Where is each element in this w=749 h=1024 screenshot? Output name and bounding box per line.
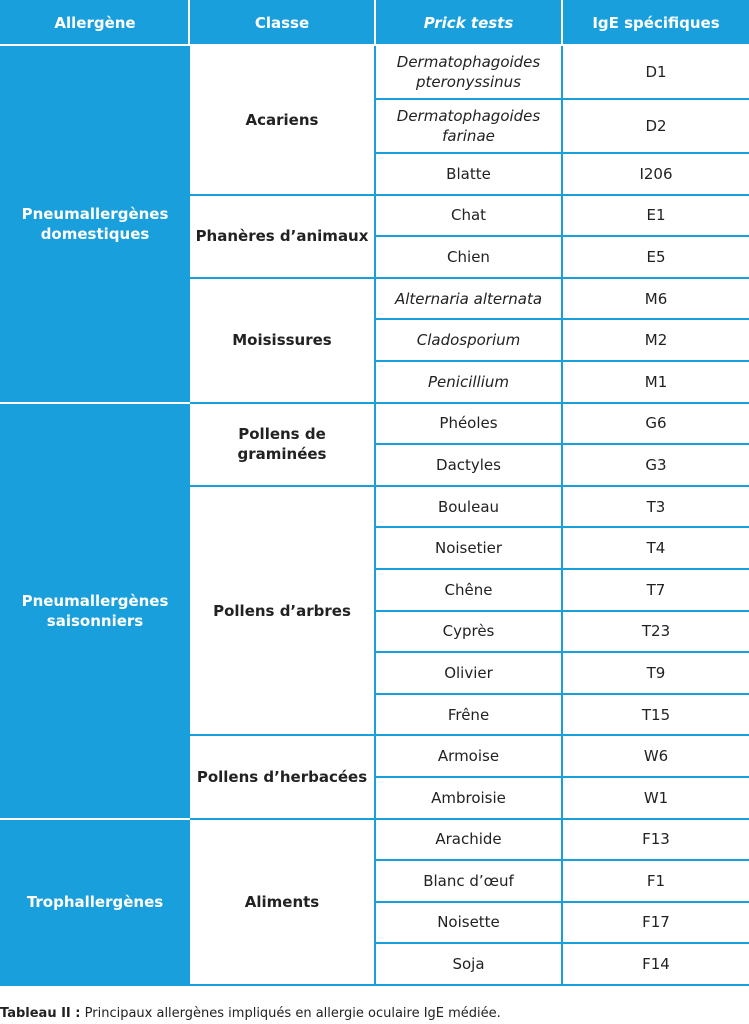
ige-cell: F1 [562,860,749,902]
ige-cell: M1 [562,361,749,403]
ige-cell: F13 [562,819,749,861]
ige-cell: G3 [562,444,749,486]
class-cell-arbres: Pollens d’arbres [189,486,375,736]
ige-cell: W6 [562,735,749,777]
table-row [1,45,749,99]
ige-cell: M6 [562,278,749,320]
prick-cell [375,45,562,99]
prick-cell: Soja [375,943,562,985]
allergen-label: Pneumallergènes [21,591,169,610]
class-cell-herbacees: Pollens d’herbacées [189,735,375,818]
ige-cell: F17 [562,902,749,944]
prick-label: Dermatophagoides [396,53,541,71]
prick-cell: Chien [375,236,562,278]
prick-cell: Penicillium [375,361,562,403]
prick-label: pteronyssinus [416,73,521,91]
prick-cell: Armoise [375,735,562,777]
class-cell-moisissures: Moisissures [189,278,375,403]
class-label: Pollens de [238,425,326,444]
class-cell-aliments: Aliments [189,819,375,985]
prick-cell: Cladosporium [375,319,562,361]
ige-cell: E1 [562,195,749,237]
ige-cell: W1 [562,777,749,819]
prick-cell [375,99,562,153]
prick-cell: Alternaria alternata [375,278,562,320]
table-row [1,403,749,445]
prick-cell: Blatte [375,153,562,195]
allergen-cell-trophallergenes: Trophallergènes [1,819,189,985]
ige-cell: F14 [562,943,749,985]
prick-cell: Blanc d’œuf [375,860,562,902]
ige-cell: E5 [562,236,749,278]
class-cell-phaneres: Phanères d’animaux [189,195,375,278]
table-caption [0,1006,501,1021]
class-cell-acariens [189,45,375,195]
prick-cell: Noisetier [375,527,562,569]
prick-cell: Cyprès [375,611,562,653]
ige-cell: T23 [562,611,749,653]
caption-text: Principaux allergènes impliqués en allergie oculaire IgE médiée. [80,1006,501,1021]
prick-label: Dermatophagoides [396,107,541,125]
class-label: Acariens [245,110,319,129]
prick-cell: Dactyles [375,444,562,486]
header-prick-tests: Prick tests [375,1,562,45]
class-cell-graminees [189,403,375,486]
ige-cell: T4 [562,527,749,569]
ige-cell: T3 [562,486,749,528]
class-label: graminées [237,445,327,464]
prick-cell: Bouleau [375,486,562,528]
ige-cell: G6 [562,403,749,445]
allergen-label: domestiques [40,224,150,243]
prick-cell: Chat [375,195,562,237]
prick-cell: Phéoles [375,403,562,445]
header-allergene: Allergène [1,1,189,45]
prick-label: farinae [442,127,495,145]
header-ige-specifiques: IgE spécifiques [562,1,749,45]
ige-cell: I206 [562,153,749,195]
prick-cell: Chêne [375,569,562,611]
allergen-label: saisonniers [46,611,144,630]
ige-cell: M2 [562,319,749,361]
prick-cell: Olivier [375,652,562,694]
header-classe: Classe [189,1,375,45]
caption-label: Tableau II : [0,1006,81,1021]
allergen-cell-saisonniers [1,403,189,819]
allergen-cell-domestiques [1,45,189,403]
prick-cell: Arachide [375,819,562,861]
table-row [1,819,749,861]
ige-cell: T15 [562,694,749,736]
ige-cell: D1 [562,45,749,99]
ige-cell: T9 [562,652,749,694]
allergen-label: Pneumallergènes [21,204,169,223]
prick-cell: Frêne [375,694,562,736]
prick-cell: Ambroisie [375,777,562,819]
ige-cell: T7 [562,569,749,611]
header-row [1,1,749,45]
ige-cell: D2 [562,99,749,153]
prick-cell: Noisette [375,902,562,944]
